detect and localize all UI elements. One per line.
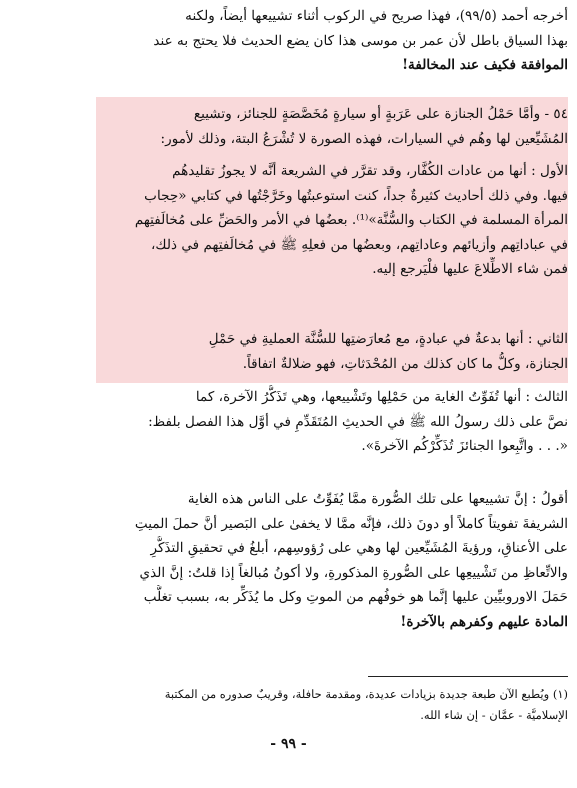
text-line: الأول : أنها من عادات الكُفَّار، وقد تقرَّر في الشريعة أنَّه لا يجوزُ تقليدهُم: [172, 163, 568, 179]
text-line: ٥٤ - وأمَّا حَمْلُ الجنازة على عَرَبةٍ أو سيارةٍ مُخَصَّصَةٍ للجنائز، وتشييع: [193, 106, 568, 122]
text-line: حَمَلَ الاوروبيِّين عليها إنَّما هو خوفُهم من الموتِ وكل ما يُذَكِّر به، بسبب تغلُّب: [143, 589, 568, 605]
text-line: في عباداتِهم وأزيائهم وعاداتِهم، وبعضُها من فعلِهِ ﷺ في مُخالَفتِهم في ذلك،: [150, 236, 568, 253]
footnote-divider: [368, 676, 568, 677]
text-line: الجنازة، وكلُّ ما كان كذلك من المُحْدَثاتِ، فهو ضلالةٌ اتفاقاً.: [242, 355, 568, 372]
footnote-line: (١) ويُطبع الآن طبعة جديدة بزيادات عديدة، ومقدمة حافلة، وقريبٌ صدوره من المكتبة: [164, 687, 568, 701]
text-line: «. . . واتَّبِعوا الجنائزَ تُذَكِّرْكُم الآخرةَ».: [361, 438, 568, 454]
text-line: نصَّ على ذلك رسولُ الله ﷺ في الحديثِ المُتَقَدِّمِ في أوَّل هذا الفصل بلفظ:: [148, 413, 568, 430]
text-line: أقولُ : إنَّ تشييعها على تلك الصُّورة ممَّا يُفَوِّتُ على الناس هذه الغاية: [187, 491, 568, 507]
text-line: أخرجه أحمد (٩٩/٥)، فهذا صريح في الركوب أثناء تشييعها أيضاً، ولكنه: [185, 8, 568, 24]
paragraph-54: [96, 102, 568, 151]
text-line: المرأة المسلمة في الكتاب والسُّنَّة»⁽¹⁾. بعضُها في الأمر والحَضِّ على مُخالَفتِهم: [134, 212, 568, 228]
intro-paragraph: [96, 4, 568, 78]
text-line: الثالث : أنها تُفَوِّتُ الغاية من حَمْلِها وتَشْييعها، وهي تَذَكُّرُ الآخرة، كما: [195, 389, 568, 405]
page-number: - ٩٩ -: [270, 736, 307, 752]
text-line: والاتِّعاظِ من تَشْييعِها على الصُّورةِ المذكورةِ، ولا أكونُ مُبالغاً إذا قلتُ: إنَّ الذي: [139, 564, 568, 581]
text-line: الموافقة فكيف عند المخالفة!: [402, 57, 568, 73]
text-line: المُشَيِّعين لها وهُم في السيارات، فهذه الصورة لا تُشْرَعُ البتة، وذلك لأمور:: [160, 130, 568, 147]
text-line: على الأعناقِ، ورؤيةَ المُشَيِّعين لها وهي على رُؤوسِهم، أبلغُ في تحقيقِ التذَكُّرِ: [150, 540, 568, 556]
footnote: [96, 684, 568, 726]
author-comment: [96, 487, 568, 634]
text-line: الثاني : أنها بدعةٌ في عبادةٍ، مع مُعارَضتِها للسُّنَّة العمليةِ في حَمْلِ: [208, 331, 568, 347]
text-line: فمن شاء الاطِّلاعَ عليها فلْيَرجع إليه.: [372, 261, 568, 277]
second-reason: [96, 327, 568, 376]
text-line: بهذا السياق باطل لأن عمر بن موسى هذا كان يضع الحديث فلا يحتج به عند: [153, 32, 568, 49]
footnote-line: الإسلاميَّة - عمَّان - إن شاء الله.: [420, 708, 568, 722]
third-reason: [96, 385, 568, 459]
text-line: الشريفةَ تفويتاً كاملاً أو دونَ ذلك، فإنَّه ممَّا لا يخفىٰ على البَصير أنَّ حملَ الميتِ: [134, 515, 568, 532]
text-line: فيها. وفي ذلك أحاديث كثيرةٌ جداً، كنت استوعبتُها وخَرَّجْتُها في كتابي «حِجاب: [144, 187, 568, 204]
first-reason: [96, 159, 568, 282]
text-line: المادة عليهم وكفرهم بالآخرة!: [400, 613, 568, 630]
